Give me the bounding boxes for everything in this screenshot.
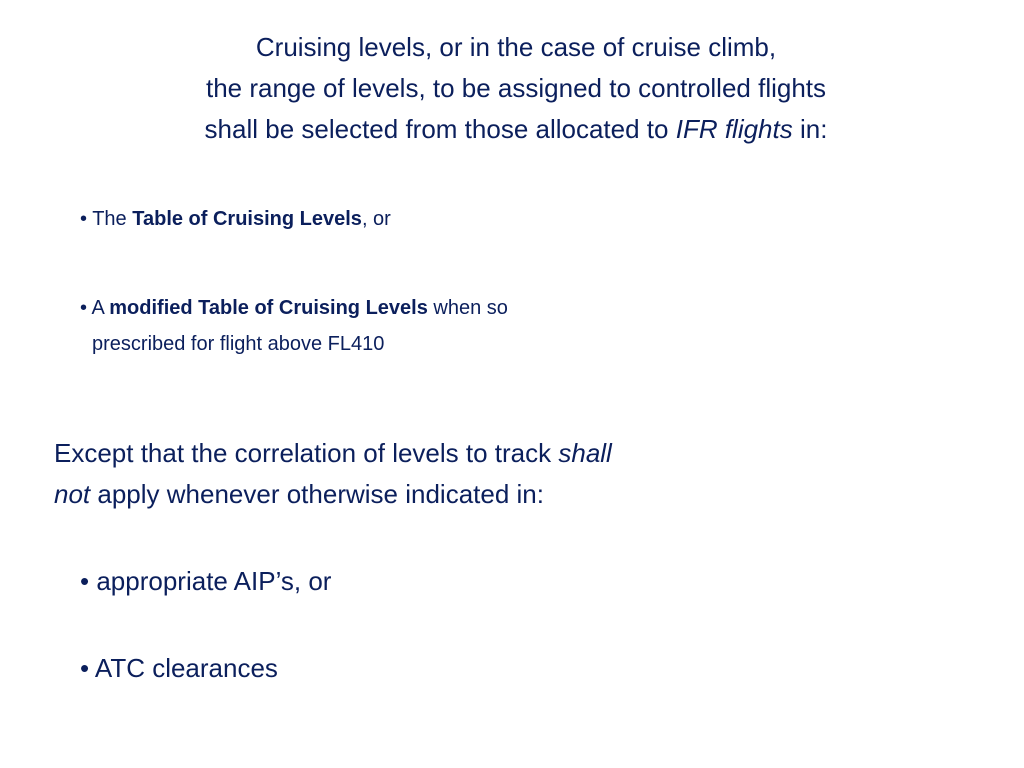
exception-text-end: apply whenever otherwise indicated in: xyxy=(90,479,544,509)
bullet-appropriate-aips xyxy=(80,561,331,602)
exception-line-2 xyxy=(54,474,612,515)
bullet-marker: • xyxy=(80,297,88,319)
bullet-line-1 xyxy=(80,297,508,319)
bullet-line-2: prescribed for flight above FL410 xyxy=(92,333,385,355)
title-ifr-flights-emphasis: IFR flights xyxy=(675,114,793,144)
bullet-bold-text: modified Table of Cruising Levels xyxy=(109,297,428,319)
bullet-text: ATC clearances xyxy=(94,653,278,683)
title-line-3 xyxy=(0,109,1024,150)
bullet-text: A xyxy=(91,297,110,319)
bullet-modified-table xyxy=(80,290,508,362)
title-line-2: the range of levels, to be assigned to controlled flights xyxy=(205,73,827,103)
bullet-bold-text: Table of Cruising Levels xyxy=(132,208,362,230)
bullet-text-end: when so xyxy=(427,297,508,319)
bullet-text: The xyxy=(92,208,133,230)
exception-shall-emphasis: shall xyxy=(558,438,612,468)
exception-paragraph xyxy=(54,433,612,515)
title-line-3-text: shall be selected from those allocated to xyxy=(204,114,676,144)
exception-line-1 xyxy=(54,433,612,474)
bullet-text: appropriate AIP’s, or xyxy=(96,566,332,596)
bullet-text-end: , or xyxy=(361,208,391,230)
title-line-3-end: in: xyxy=(792,114,828,144)
exception-not-emphasis: not xyxy=(54,479,91,509)
title-line-1: Cruising levels, or in the case of cruise climb, xyxy=(255,32,777,62)
slide-title xyxy=(0,27,1024,150)
bullet-atc-clearances xyxy=(80,648,278,689)
exception-text: Except that the correlation of levels to track xyxy=(54,438,559,468)
bullet-marker: • xyxy=(80,208,88,230)
bullet-marker: • xyxy=(80,566,90,596)
bullet-table-of-cruising-levels xyxy=(80,201,391,237)
bullet-marker: • xyxy=(80,653,90,683)
